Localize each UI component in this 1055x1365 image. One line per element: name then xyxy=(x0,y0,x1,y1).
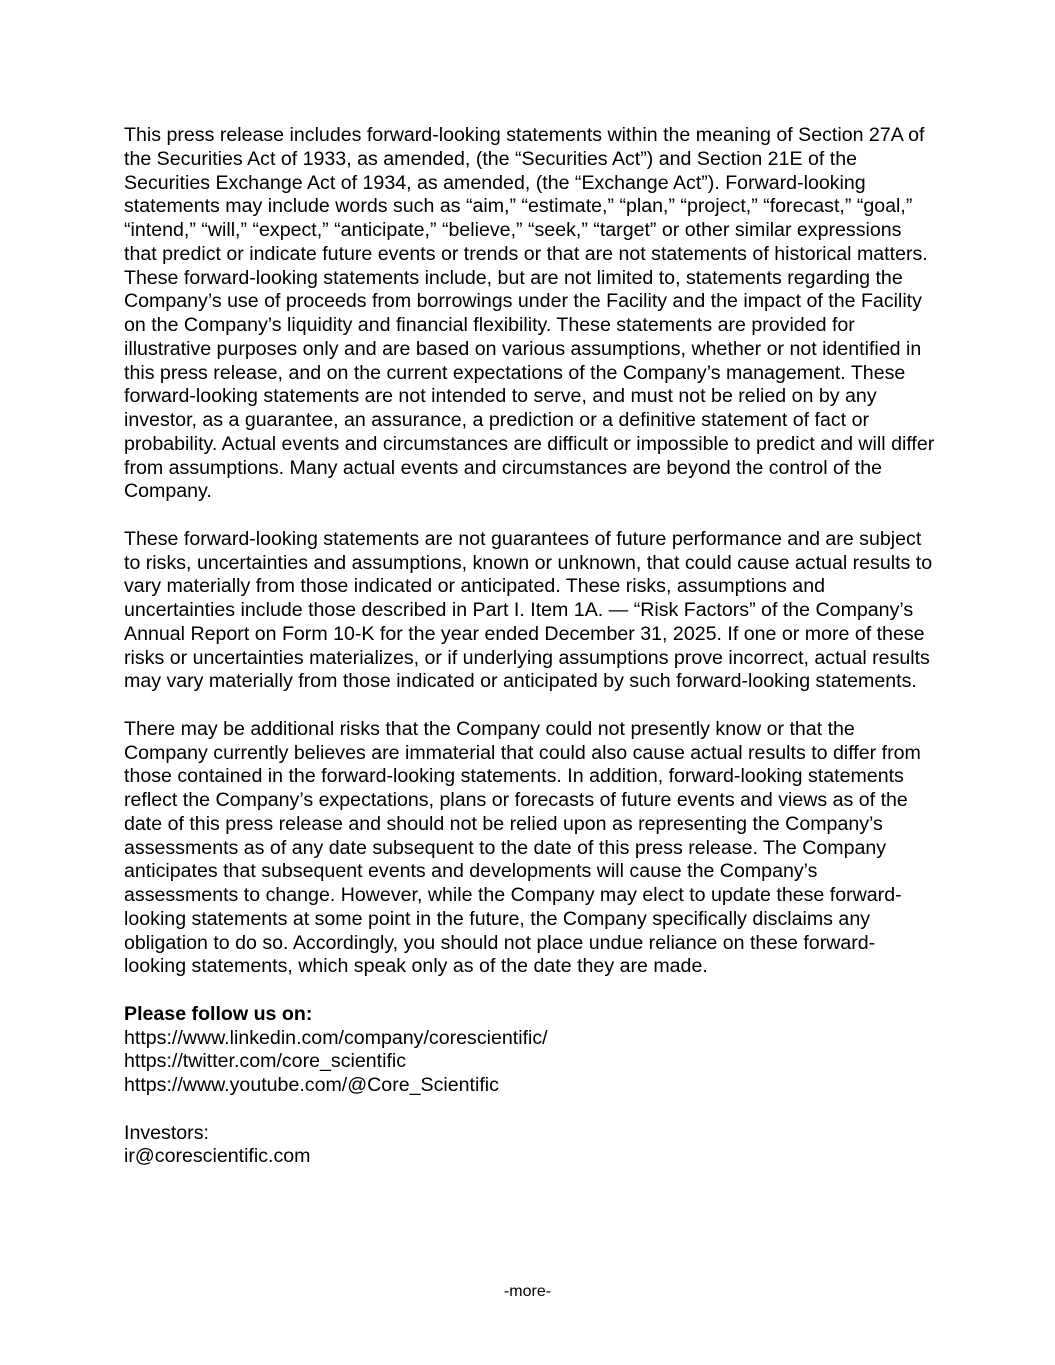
forward-looking-paragraph-3: There may be additional risks that the Company could not presently know or that the Company currently believes are immaterial that could also cause actual results to differ from those contained in the forward-looking statements. In addition, forward-looking statements reflect the Company’s expectations, plans or forecasts of future events and views as of the date of this press release and should not be relied upon as representing the Company’s assessments as of any date subsequent to the date of this press release. The Company anticipates that subsequent events and developments will cause the Company’s assessments to change. However, while the Company may elect to update these forward-looking statements at some point in the future, the Company specifically disclaims any obligation to do so. Accordingly, you should not place undue reliance on these forward-looking statements, which speak only as of the date they are made. xyxy=(124,717,921,978)
forward-looking-paragraph-2: These forward-looking statements are not guarantees of future performance and are subject to risks, uncertainties and assumptions, known or unknown, that could cause actual results to vary materially from those indicated or anticipated. These risks, assumptions and uncertainties include those described in Part I. Item 1A. — “Risk Factors” of the Company’s Annual Report on Form 10-K for the year ended December 31, 2025. If one or more of these risks or uncertainties materializes, or if underlying assumptions prove incorrect, actual results may vary materially from those indicated or anticipated by such forward-looking statements. xyxy=(124,527,933,693)
spacer xyxy=(124,1098,936,1122)
follow-heading: Please follow us on: xyxy=(124,1002,313,1025)
investors-label: Investors: xyxy=(124,1121,209,1144)
document-body xyxy=(124,124,936,1169)
page-footer-more: -more- xyxy=(503,1283,552,1300)
forward-looking-paragraph-1: This press release includes forward-looking statements within the meaning of Section 27A of the Securities Act of 1933, as amended, (the “Securities Act”) and Section 21E of the Securities Exchange Act of 1934, as amended, (the “Exchange Act”). Forward-looking statements may include words such as “aim,” “estimate,” “plan,” “project,” “forecast,” “goal,” “intend,” “will,” “expect,” “anticipate,” “believe,” “seek,” “target” or other similar expressions that predict or indicate future events or trends or that are not statements of historical matters. These forward-looking statements include, but are not limited to, statements regarding the Company’s use of proceeds from borrowings under the Facility and the impact of the Facility on the Company’s liquidity and financial flexibility. These statements are provided for illustrative purposes only and are based on various assumptions, whether or not identified in this press release, and on the current expectations of the Company’s management. These forward-looking statements are not intended to serve, and must not be relied on by any investor, as a guarantee, an assurance, a prediction or a definitive statement of fact or probability. Actual events and circumstances are difficult or impossible to predict and will differ from assumptions. Many actual events and circumstances are beyond the control of the Company. xyxy=(124,124,935,503)
investors-email-link[interactable]: ir@corescientific.com xyxy=(124,1145,311,1168)
youtube-link[interactable]: https://www.youtube.com/@Core_Scientific xyxy=(124,1074,499,1096)
linkedin-link[interactable]: https://www.linkedin.com/company/corescientific/ xyxy=(124,1026,548,1049)
twitter-link[interactable]: https://twitter.com/core_scientific xyxy=(124,1050,407,1073)
